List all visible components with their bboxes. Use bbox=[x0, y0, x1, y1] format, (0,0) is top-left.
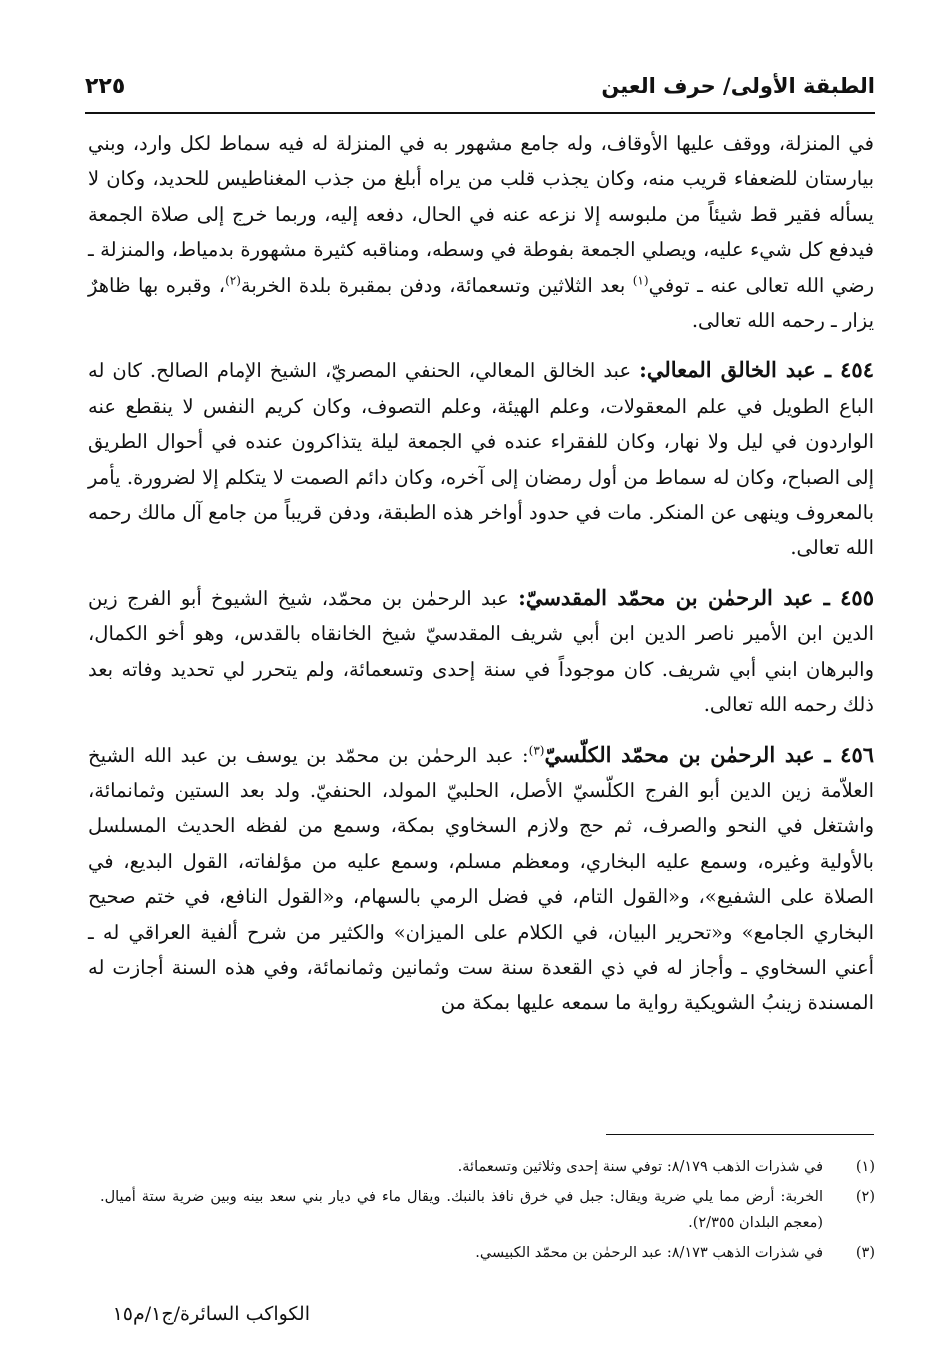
entry-text: عبد الرحمٰن بن محمّد، شيخ الشيوخ أبو الفرج زين الدين ابن الأمير ناصر الدين ابن أبي شريف المقدسيّ شيخ الخانقاه بالقدس، وهو أخو الكمال، والبرهان ابني أبي شريف. كان موجوداً في سنة إحدى وتسعمائة، ولم يتحرر لي تحديد وفاته بعد ذلك رحمه الله تعالى. bbox=[88, 586, 874, 717]
footnote-number: (٣) bbox=[855, 1245, 875, 1261]
paragraph-text-end: ، وقبره بها ظاهرٌ يزار ـ رحمه الله تعالى. bbox=[88, 273, 874, 333]
footnote-text: الخربة: أرض مما يلي ضرية ويقال: جبل في خرق نافذ بالنبك. ويقال ماء في ديار بني سعد بينه وبين ضرية ستة أميال. (معجم البلدان ٢/٣٥٥). bbox=[100, 1189, 823, 1231]
page-number: ٢٢٥ bbox=[85, 74, 126, 99]
footnote-ref-3[interactable]: (٣) bbox=[528, 743, 545, 757]
paragraph-text-cont: بعد الثلاثين وتسعمائة، ودفن بمقبرة بلدة الخربة bbox=[240, 273, 633, 297]
footnote-2 bbox=[100, 1184, 875, 1236]
entry-heading: ٤٥٥ ـ عبد الرحمٰن بن محمّد المقدسيّ: bbox=[518, 584, 874, 610]
paragraph-continuation bbox=[88, 126, 874, 338]
printer-signature: الكواكب السائرة/ج١/م١٥ bbox=[112, 1303, 310, 1325]
footnote-number: (٢) bbox=[855, 1189, 875, 1205]
paragraph-text: في المنزلة، ووقف عليها الأوقاف، وله جامع مشهور به في المنزلة له فيه سماط لكل وارد، وبني بيارستان للضعفاء قريب منه، وكان يجذب قلب من يراه أبلغ من جذب المغناطيس للحديد، وكان لا يسأله فقير قط شيئاً من ملبوسه إلا نزعه عنه في الحال، دفعه إليه، وربما خرج إلى صلاة الجمعة فيدفع كل شيء عليه، ويصلي الجمعة بفوطة في وسطه، ومناقبه كثيرة مشهورة بدمياط، والمنزلة ـ رضي الله تعالى عنه ـ توفي bbox=[88, 132, 874, 297]
running-head bbox=[85, 70, 875, 110]
entry-454 bbox=[88, 352, 874, 565]
entry-456 bbox=[88, 737, 874, 1021]
footnote-3 bbox=[100, 1240, 875, 1266]
footnotes bbox=[100, 1154, 875, 1270]
footnote-text: في شذرات الذهب ٨/١٧٣: عبد الرحمٰن بن محمّد الكبيسي. bbox=[475, 1245, 823, 1261]
footnote-number: (١) bbox=[855, 1159, 875, 1175]
header-rule bbox=[85, 112, 875, 114]
entry-text: : عبد الرحمٰن بن محمّد بن يوسف بن عبد الله الشيخ العلاّمة زين الدين أبو الفرج الكلّسيّ الأصل، الحلبيّ المولد، الحنفيّ. ولد بعد الستين وثمانمائة، واشتغل في النحو والصرف، ثم حج ولازم السخاوي بمكة، وسمع من لفظه الحديث المسلسل بالأولية وغيره، وسمع عليه البخاري، ومعظم مسلم، وسمع عليه من مؤلفاته، القول البديع، في الصلاة على الشفيع»، و«القول التام، في فضل الرمي بالسهام، و«القول النافع، في ختم صحيح البخاري الجامع» و«تحرير البيان، في الكلام على الميزان» والكثير من شرح ألفية العراقي له ـ أعني السخاوي ـ وأجاز له في ذي القعدة سنة ست وثمانين وثمانمائة، وفي هذه السنة أجازت له المسندة زينبُ الشويكية رواية ما سمعه عليها بمكة من bbox=[88, 743, 874, 1015]
footnote-ref-1[interactable]: (١) bbox=[632, 273, 649, 288]
footnote-rule bbox=[606, 1134, 874, 1135]
entry-text: عبد الخالق المعالي، الحنفي المصريّ، الشيخ الإمام الصالح. كان له الباع الطويل في علم المعقولات، وعلم الهيئة، وعلم التصوف، وكان كريم النفس لا ينقطع عنه الواردون في ليل ولا نهار، وكان للفقراء عنده في الجمعة ليلة يتذاكرون عنده في أحوال الطريق إلى الصباح، وكان له سماط من أول رمضان إلى آخره، وكان دائم الصمت لا يتكلم إلا لضرورة. يأمر بالمعروف وينهى عن المنكر. مات في حدود أواخر هذه الطبقة، ودفن قريباً من جامع آل مالك رحمه الله تعالى. bbox=[88, 359, 874, 560]
running-head-title: الطبقة الأولى/ حرف العين bbox=[601, 74, 875, 98]
main-text bbox=[88, 126, 874, 1035]
entry-455 bbox=[88, 580, 874, 723]
footnote-ref-2[interactable]: (٢) bbox=[225, 273, 241, 288]
entry-heading: ٤٥٤ ـ عبد الخالق المعالي: bbox=[639, 357, 874, 383]
footnote-text: في شذرات الذهب ٨/١٧٩: توفي سنة إحدى وثلاثين وتسعمائة. bbox=[457, 1159, 823, 1175]
entry-heading: ٤٥٦ ـ عبد الرحمٰن بن محمّد الكلّسيّ bbox=[544, 741, 875, 767]
footnote-1 bbox=[100, 1154, 875, 1180]
